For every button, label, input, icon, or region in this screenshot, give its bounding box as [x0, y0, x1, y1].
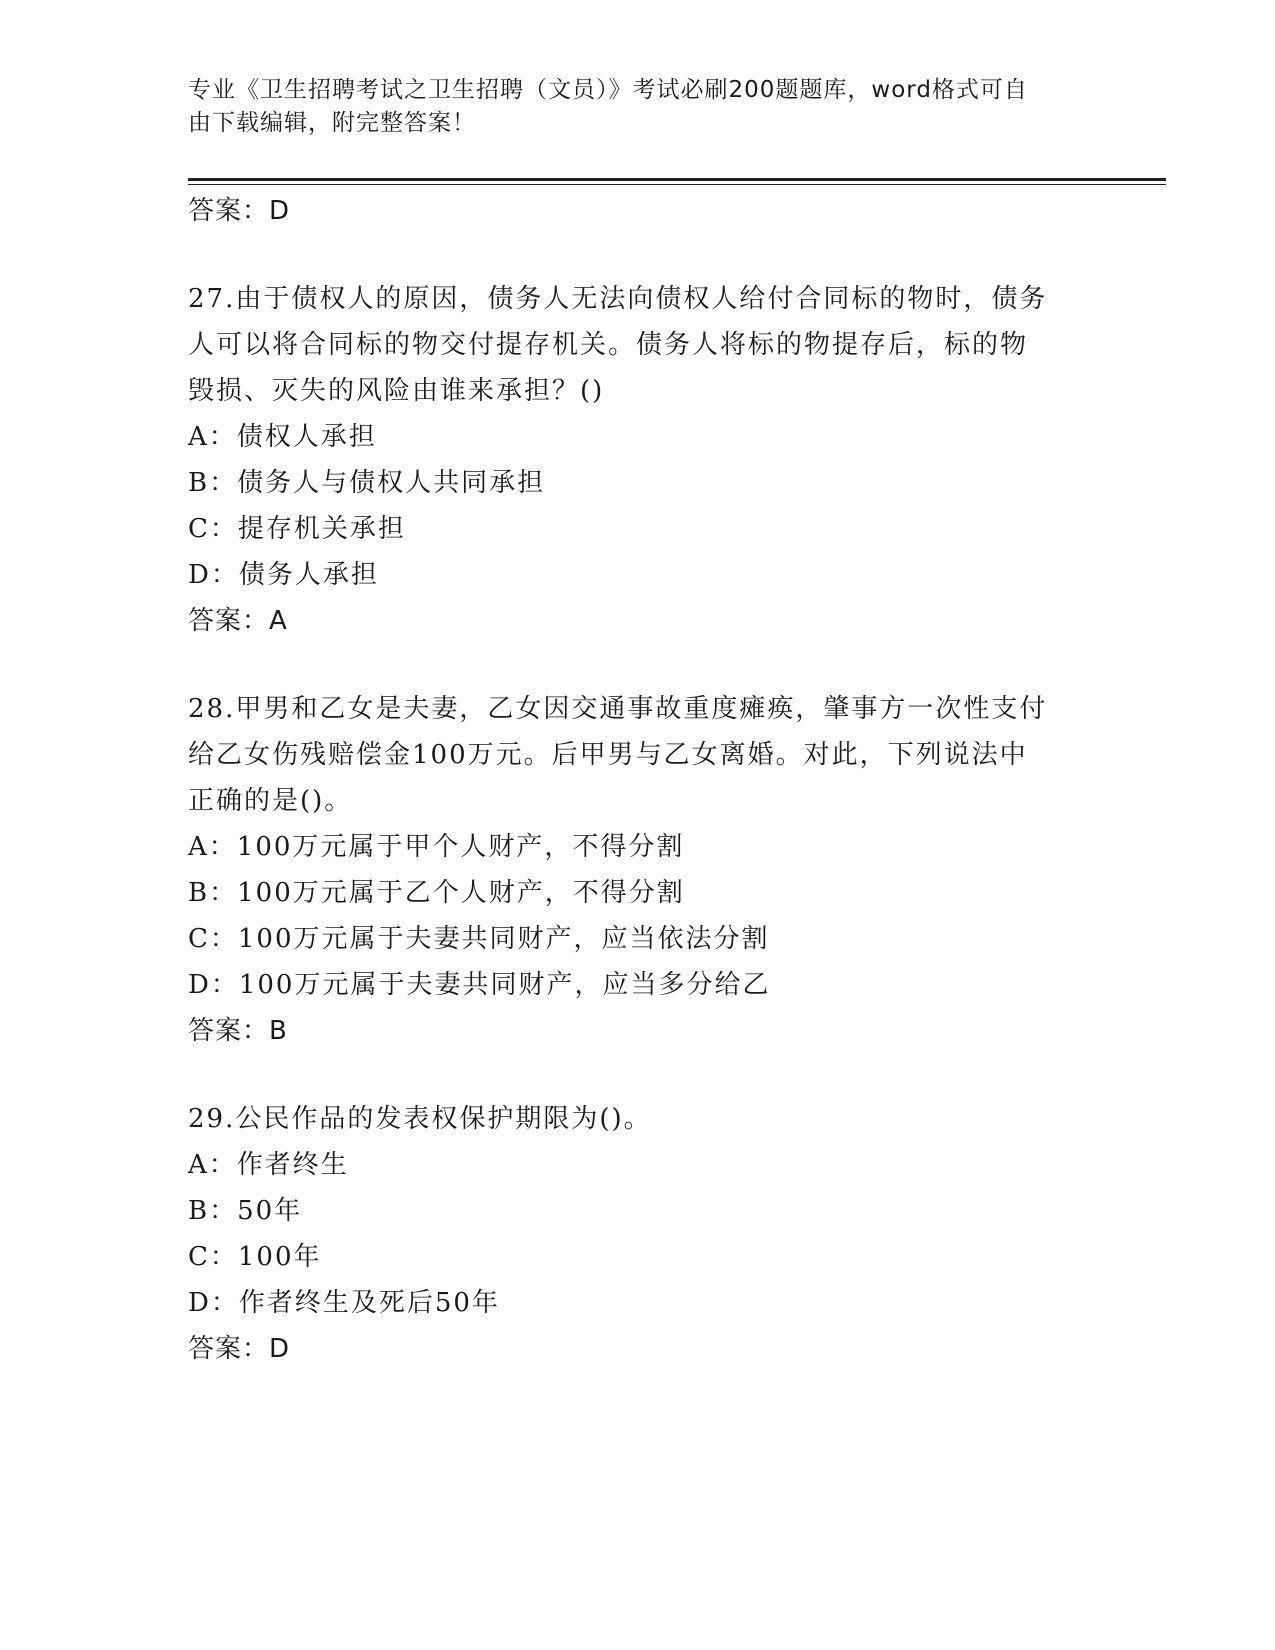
- option-a: A：100万元属于甲个人财产，不得分割: [188, 832, 685, 862]
- option-b: B：100万元属于乙个人财产，不得分割: [188, 878, 685, 908]
- answer-line: 答案：A: [188, 606, 288, 636]
- question-text: 29.公民作品的发表权保护期限为()。: [188, 1104, 652, 1134]
- question-text: 28.甲男和乙女是夫妻，乙女因交通事故重度瘫痪，肇事方一次性支付给乙女伤残赔偿金100万元。后甲男与乙女离婚。对此，下列说法中正确的是()。: [188, 694, 1048, 816]
- header-line-1: 专业《卫生招聘考试之卫生招聘（文员）》考试必刷200题题库，word格式可自: [188, 77, 1028, 103]
- header-divider: [188, 178, 1166, 181]
- option-c: C：100万元属于夫妻共同财产，应当依法分割: [188, 924, 770, 954]
- answer-line: 答案：D: [188, 1334, 291, 1364]
- option-b: B：50年: [188, 1196, 303, 1226]
- option-d: D：债务人承担: [188, 560, 379, 590]
- header-line-2: 由下载编辑，附完整答案！: [188, 110, 476, 136]
- option-b: B：债务人与债权人共同承担: [188, 468, 546, 498]
- document-header: [188, 74, 1068, 140]
- question-27: [188, 276, 1088, 644]
- option-d: D：100万元属于夫妻共同财产，应当多分给乙: [188, 970, 771, 1000]
- option-c: C：提存机关承担: [188, 514, 406, 544]
- option-a: A：债权人承担: [188, 422, 377, 452]
- answer-line: 答案：B: [188, 1016, 288, 1046]
- question-29: [188, 1096, 1088, 1372]
- document-body: [188, 188, 1088, 1372]
- header-divider-thin: [188, 184, 1166, 185]
- option-c: C：100年: [188, 1242, 322, 1272]
- option-a: A：作者终生: [188, 1150, 349, 1180]
- answer-line: 答案：D: [188, 196, 291, 226]
- question-text: 27.由于债权人的原因，债务人无法向债权人给付合同标的物时，债务人可以将合同标的物交付提存机关。债务人将标的物提存后，标的物毁损、灭失的风险由谁来承担？(): [188, 284, 1048, 406]
- option-d: D：作者终生及死后50年: [188, 1288, 500, 1318]
- question-28: [188, 686, 1088, 1054]
